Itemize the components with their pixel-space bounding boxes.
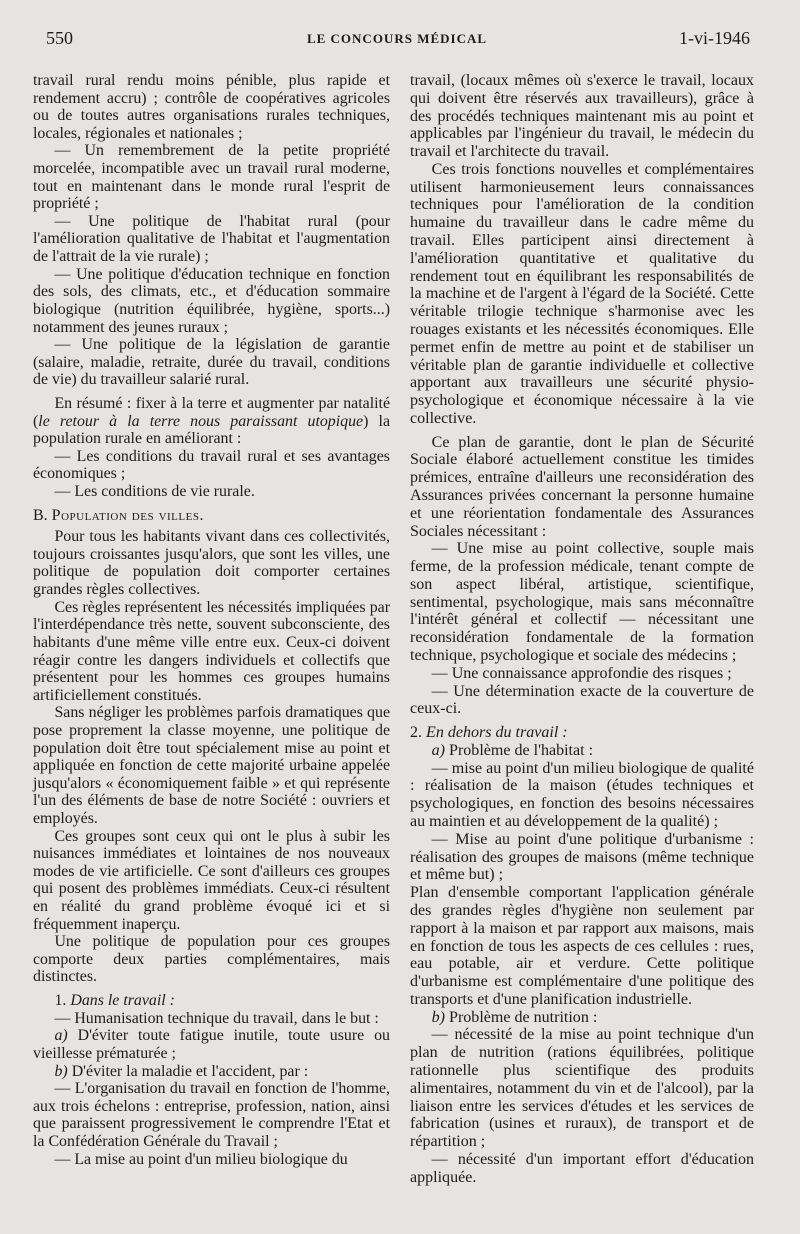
right-column xyxy=(410,72,754,1186)
issue-date: 1-vi-1946 xyxy=(679,28,750,48)
paragraph: — Une détermination exacte de la couverture de ceux-ci. xyxy=(410,682,754,718)
section-title: Population des villes. xyxy=(51,506,204,524)
paragraph: Pour tous les habitants vivant dans ces collectivités, toujours croissantes jusqu'alors, que sont les villes, une politique de population doit comporter certaines grandes règles collectives. xyxy=(33,528,390,599)
list-item xyxy=(33,1027,390,1062)
item-text: Problème de nutrition : xyxy=(449,1008,598,1026)
summary-italic: le retour à la terre nous paraissant utopique xyxy=(38,412,364,430)
item-text: D'éviter la maladie et l'accident, par : xyxy=(71,1062,309,1080)
journal-title: LE CONCOURS MÉDICAL xyxy=(306,31,488,46)
list-item xyxy=(33,1063,390,1081)
paragraph: Ces groupes sont ceux qui ont le plus à subir les nuisances immédiates et lointaines de nos nouveaux modes de vie artificielle. Ce sont d'ailleurs ces groupes qui posent des problèmes immédiats. Ceux-ci résultent en réalité du grand problème évoqué ici et si fréquemment inaperçu. xyxy=(33,827,390,933)
list-item xyxy=(410,1009,754,1027)
paragraph: — Les conditions de vie rurale. xyxy=(54,483,255,501)
summary-text-end: ) la population rurale en améliorant : xyxy=(33,412,390,448)
subheading-number: 1. xyxy=(54,992,67,1010)
paragraph: — Une politique de l'habitat rural (pour l'amélioration qualitative de l'habitat et l'augmentation de l'attrait de la vie rurale) ; xyxy=(33,212,390,266)
paragraph: Sans négliger les problèmes parfois dramatiques que pose proprement la classe moyenne, une politique de population doit être tout spécialement mise au point et appliquée en fonction de cette majorité urbaine appelée jusqu'alors « économiquement faible » et qui représente l'un des éléments de base de notre Société : ouvriers et employés. xyxy=(33,704,390,827)
paragraph: Ces trois fonctions nouvelles et complémentaires utilisent harmonieusement leurs connaissances techniques pour l'amélioration de la condition humaine du travailleur dans le cadre même du travail. Elles participent ainsi directement à l'amélioration quantitative et qualitative du rendement tout en équilibrant les responsabilités de la machine et de l'argent à l'égard de la Société. Cette véritable trilogie technique s'harmonise avec les rouages existants et les nécessités économiques. Elle permet enfin de mettre au point et de stabiliser un véritable plan de garantie individuelle et collective apportant aux travailleurs une sécurité physio-psychologique et économique nécessaire à la vie collective. xyxy=(410,160,754,427)
subheading-title: Dans le travail : xyxy=(70,992,175,1010)
list-item xyxy=(410,742,754,760)
summary-text: En résumé : fixer à la terre et augmenter par natalité ( xyxy=(33,394,390,430)
paragraph: — L'organisation du travail en fonction de l'homme, aux trois échelons : entreprise, profession, nation, ainsi que paraissent progressivement le comprendre l'Etat et la Confédération Générale du Travail ; xyxy=(33,1080,390,1150)
item-letter: a) xyxy=(431,741,446,759)
paragraph: — Un remembrement de la petite propriété morcelée, incompatible avec un travail rural moderne, tout en maintenant dans le monde rural l'esprit de propriété ; xyxy=(33,142,390,213)
subheading-title: En dehors du travail : xyxy=(426,724,568,742)
subheading-1 xyxy=(33,992,390,1010)
subheading-number: 2. xyxy=(410,724,423,742)
summary-paragraph xyxy=(33,395,390,448)
running-header xyxy=(34,28,760,52)
item-letter: b) xyxy=(431,1008,446,1026)
paragraph: — Une connaissance approfondie des risques ; xyxy=(431,664,732,682)
paragraph: — Une politique d'éducation technique en fonction des sols, des climats, etc., et d'éducation sommaire biologique (nutrition équilibrée, hygiène, sports...) notamment des jeunes ruraux ; xyxy=(33,265,390,336)
paragraph: Ces règles représentent les nécessités impliquées par l'interdépendance très nette, souvent subconsciente, des habitants d'une même ville entre eux. Ceux-ci doivent réagir contre les dangers individuels et collectifs que présentent pour les hommes ces groupes humains artificiellement constitués. xyxy=(33,598,390,704)
paragraph: — Humanisation technique du travail, dans le but : xyxy=(54,1009,379,1027)
item-text: Problème de l'habitat : xyxy=(449,741,594,759)
paragraph: Une politique de population pour ces groupes comporte deux parties complémentaires, mais distinctes. xyxy=(33,933,390,986)
paragraph: — Une politique de la législation de garantie (salaire, maladie, retraite, durée du travail, conditions de vie) du travailleur salarié rural. xyxy=(33,336,390,389)
paragraph: — La mise au point d'un milieu biologique du xyxy=(54,1150,348,1168)
paragraph: travail rural rendu moins pénible, plus rapide et rendement accru) ; contrôle de coopératives agricoles ou de toutes autres organisations rurales techniques, locales, régionales et nationales ; xyxy=(33,72,390,142)
subheading-2 xyxy=(410,724,754,742)
item-letter: a) xyxy=(54,1027,68,1045)
paragraph: — nécessité d'un important effort d'éducation appliquée. xyxy=(410,1150,754,1186)
section-letter: B. xyxy=(33,506,48,524)
paragraph: — Mise au point d'une politique d'urbanisme : réalisation des groupes de maisons (même technique et même but) ; xyxy=(410,830,754,884)
paragraph: Ce plan de garantie, dont le plan de Sécurité Sociale élaboré actuellement constitue les timides prémices, entraîne d'ailleurs une reconsidération des Assurances privées concernant la personne humaine et une réorientation fondamentale des Assurances Sociales nécessitant : xyxy=(410,433,754,540)
paragraph: travail, (locaux mêmes où s'exerce le travail, locaux qui doivent être réservés aux travailleurs), grâce à des procédés techniques maintenant mis au point et applicables par l'ingénieur du travail, le médecin du travail et l'architecte du travail. xyxy=(410,72,754,161)
section-heading-b xyxy=(33,507,390,525)
item-text: D'éviter toute fatigue inutile, toute usure ou vieillesse prématurée ; xyxy=(33,1027,390,1062)
paragraph: — Une mise au point collective, souple mais ferme, de la profession médicale, tenant compte de son aspect libéral, artistique, scientifique, sentimental, psychologique, mais sans méconnaître l'intérêt général et collectif — nécessitant une reconsidération fondamentale de la formation technique, psychologique et sociale des médecins ; xyxy=(410,540,754,664)
page-number: 550 xyxy=(46,28,73,48)
paragraph: — mise au point d'un milieu biologique de qualité : réalisation de la maison (études techniques et psychologiques, en fonction des besoins nécessaires au maintien et au développement de la qualité) ; xyxy=(410,759,754,831)
paragraph: Plan d'ensemble comportant l'application générale des grandes règles d'hygiène non seulement par rapport à la maison et par rapport aux maisons, mais en fonction de tous les aspects de ces cellules : rues, eau potable, air et verdure. Cette politique d'urbanisme est complémentaire d'une politique des transports et d'une planification industrielle. xyxy=(410,884,754,1008)
left-column xyxy=(33,72,390,1168)
item-letter: b) xyxy=(54,1062,68,1080)
paragraph: — Les conditions du travail rural et ses avantages économiques ; xyxy=(33,447,390,483)
paragraph: — nécessité de la mise au point technique d'un plan de nutrition (rations équilibrées, politique rationnelle plus scientifique des produits alimentaires, notamment du vin et de l'alcool), par la liaison entre les services d'études et les services de fabrication (usines et ruraux), de transport et de répartition ; xyxy=(410,1026,754,1151)
